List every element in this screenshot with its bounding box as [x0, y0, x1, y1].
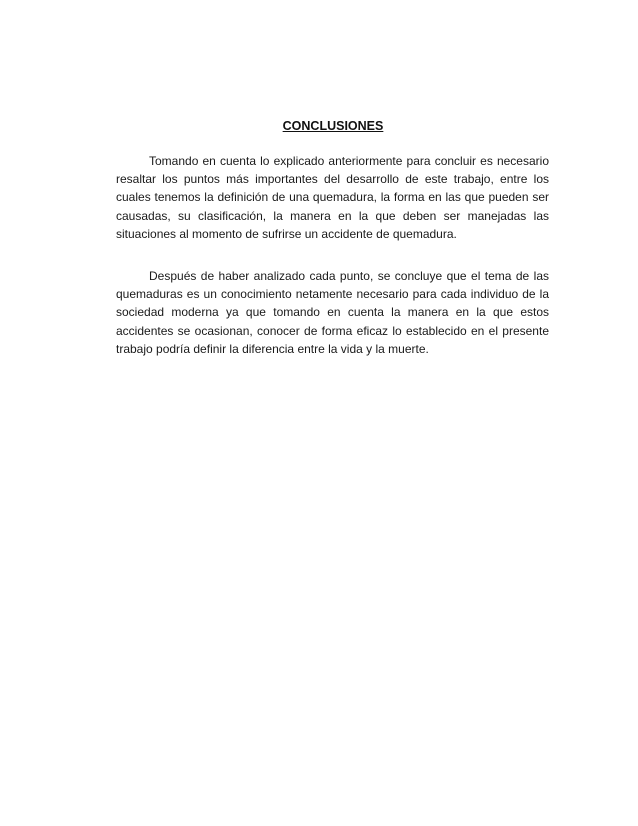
page-title: CONCLUSIONES: [282, 119, 384, 133]
paragraph-2: Después de haber analizado cada punto, se concluye que el tema de las quemaduras es un conocimiento netamente necesario para cada individuo de la sociedad moderna ya que tomando en cuenta la manera en la que estos accidentes se ocasionan, conocer de forma eficaz lo establecido en el presente trabajo podría definir la diferencia entre la vida y la muerte.: [116, 269, 549, 356]
paragraph-1: Tomando en cuenta lo explicado anteriormente para concluir es necesario resaltar los puntos más importantes del desarrollo de este trabajo, entre los cuales tenemos la definición de una quemadura, la forma en las que pueden ser causadas, su clasificación, la manera en la que deben ser manejadas las situaciones al momento de sufrirse un accidente de quemadura.: [116, 154, 549, 241]
